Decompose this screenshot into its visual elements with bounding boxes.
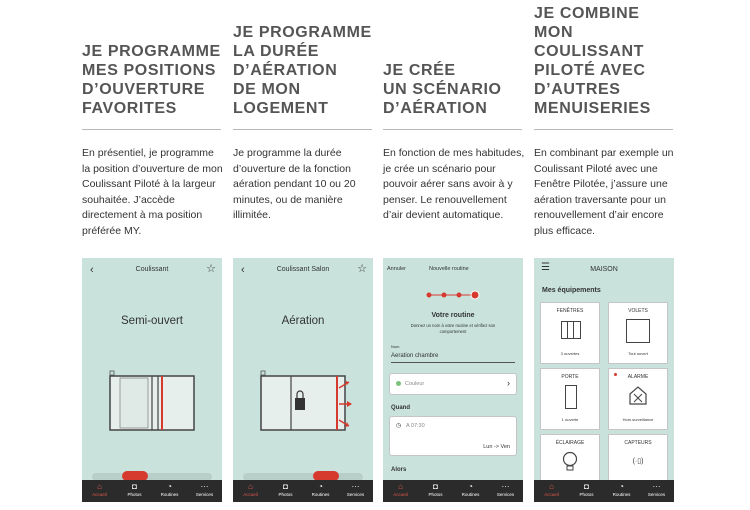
column-aeration-duration — [233, 0, 373, 510]
screen-title: Coulissant Salon — [276, 266, 330, 273]
column-description: En présentiel, je programme la position d’ouverture de mon Coulissant Piloté à la largeur souhaitée. J’accède directement à ma position préférée MY. — [82, 147, 223, 237]
column-positions — [82, 0, 222, 510]
tile-fenetres[interactable]: FENÊTRES 3 ouvertes — [540, 302, 600, 364]
tile-capteurs[interactable]: CAPTEURS (·▯) — [608, 434, 668, 486]
bottom-nav — [534, 480, 674, 502]
phone-screen-routine — [383, 258, 523, 502]
days-value: Lun -> Ven — [483, 444, 510, 450]
schedule-card[interactable] — [389, 416, 517, 456]
divider — [383, 129, 522, 130]
column-title: JE PROGRAMME MES POSITIONS D’OUVERTURE FAVORITES — [82, 43, 221, 117]
nav-routines[interactable]: ◔ Routines — [152, 480, 187, 502]
column-description: Je programme la durée d’ouverture de la fonction aération pendant 10 ou 20 minutes, ou de manière illimitée. — [233, 147, 356, 221]
routine-icon: ◔ — [167, 482, 172, 491]
column-title: JE CRÉE UN SCÉNARIO D’AÉRATION — [383, 62, 502, 117]
home-icon: ⌂ — [248, 482, 253, 491]
window-icon — [561, 321, 581, 339]
home-icon: ⌂ — [398, 482, 403, 491]
star-icon[interactable]: ☆ — [357, 263, 367, 275]
bulb-icon — [561, 451, 579, 473]
routine-icon: ◔ — [619, 482, 624, 491]
nav-photos[interactable]: ◘ Photos — [569, 480, 604, 502]
nav-accueil[interactable]: ⌂ Accueil — [534, 480, 569, 502]
nav-routines[interactable]: ◔ Routines — [604, 480, 639, 502]
routine-subtitle: Donnez un nom à votre routine et vérifiez son comportement — [410, 323, 496, 334]
tile-porte[interactable]: PORTE 1 ouverte — [540, 368, 600, 430]
clock-icon: ◷ — [396, 423, 402, 429]
position-label: Semi-ouvert — [121, 315, 183, 327]
column-title: JE PROGRAMME LA DURÉE D’AÉRATION DE MON LOGEMENT — [233, 24, 372, 117]
color-selector[interactable]: Couleur › — [389, 373, 517, 395]
color-dot-icon — [396, 381, 401, 386]
step-progress — [425, 290, 481, 300]
nav-accueil[interactable]: ⌂ Accueil — [383, 480, 418, 502]
camera-icon: ◘ — [132, 482, 137, 491]
aeration-window-icon — [257, 370, 357, 432]
tile-volets[interactable]: VOLETS Tout ouvert — [608, 302, 668, 364]
divider — [534, 129, 673, 130]
tile-eclairage[interactable]: ÉCLAIRAGE — [540, 434, 600, 486]
nav-photos[interactable]: ◘ Photos — [117, 480, 152, 502]
shutter-icon — [626, 319, 650, 343]
nav-services[interactable]: ··· Services — [639, 480, 674, 502]
alarm-house-icon — [628, 384, 648, 406]
routine-icon: ◔ — [468, 482, 473, 491]
routine-title: Votre routine — [431, 312, 475, 319]
nav-accueil[interactable]: ⌂ Accueil — [233, 480, 268, 502]
sliding-window-icon — [108, 370, 196, 432]
screen-title: MAISON — [590, 266, 618, 273]
bottom-nav — [82, 480, 222, 502]
camera-icon: ◘ — [433, 482, 438, 491]
star-icon[interactable]: ☆ — [206, 263, 216, 275]
time-value: A 07:30 — [406, 423, 425, 429]
door-icon — [565, 385, 577, 409]
nav-photos[interactable]: ◘ Photos — [268, 480, 303, 502]
bottom-nav — [383, 480, 523, 502]
nav-routines[interactable]: ◔ Routines — [303, 480, 338, 502]
phone-screen-coulissant-salon — [233, 258, 373, 502]
nav-services[interactable]: ··· Services — [338, 480, 373, 502]
divider — [233, 129, 372, 130]
when-label: Quand — [391, 405, 410, 411]
phone-screen-coulissant — [82, 258, 222, 502]
screen-title: Coulissant — [135, 266, 169, 273]
bottom-nav — [233, 480, 373, 502]
home-icon: ⌂ — [549, 482, 554, 491]
column-description: En combinant par exemple un Coulissant Piloté avec une Fenêtre Pilotée, j’assure une aération traversante pour un renouvellement d’air encore plus efficace. — [534, 147, 674, 237]
column-title: JE COMBINE MON COULISSANT PILOTÉ AVEC D’AUTRES MENUISERIES — [534, 5, 651, 117]
then-label: Alors — [391, 467, 407, 473]
nav-accueil[interactable]: ⌂ Accueil — [82, 480, 117, 502]
nav-services[interactable]: ··· Services — [187, 480, 222, 502]
sensor-icon: (·▯) — [632, 458, 644, 465]
section-title: Mes équipements — [542, 287, 601, 294]
screen-title: Nouvelle routine — [429, 266, 469, 272]
more-icon: ··· — [200, 482, 209, 491]
nav-photos[interactable]: ◘ Photos — [418, 480, 453, 502]
more-icon: ··· — [501, 482, 510, 491]
column-description: En fonction de mes habitudes, je crée un scénario pour pouvoir aérer sans avoir à y penser. Le renouvellement d’air devient automatique. — [383, 147, 525, 221]
nav-routines[interactable]: ◔ Routines — [453, 480, 488, 502]
name-label: Nom — [391, 344, 400, 349]
chevron-right-icon: › — [507, 378, 510, 388]
more-icon: ··· — [351, 482, 360, 491]
nav-services[interactable]: ··· Services — [488, 480, 523, 502]
camera-icon: ◘ — [283, 482, 288, 491]
column-combine — [534, 0, 674, 510]
more-icon: ··· — [652, 482, 661, 491]
back-chevron-icon[interactable]: ‹ — [90, 264, 94, 276]
tile-alarme[interactable]: ALARME Hors surveillance — [608, 368, 668, 430]
name-input[interactable]: Aeration chambre — [391, 353, 439, 359]
input-underline — [391, 362, 515, 363]
column-scenario — [383, 0, 523, 510]
menu-icon[interactable]: ☰ — [541, 262, 550, 273]
routine-icon: ◔ — [318, 482, 323, 491]
camera-icon: ◘ — [584, 482, 589, 491]
phone-screen-maison — [534, 258, 674, 502]
home-icon: ⌂ — [97, 482, 102, 491]
divider — [82, 129, 221, 130]
mode-label: Aération — [281, 315, 325, 327]
back-chevron-icon[interactable]: ‹ — [241, 264, 245, 276]
cancel-link[interactable]: Annuler — [387, 266, 406, 272]
